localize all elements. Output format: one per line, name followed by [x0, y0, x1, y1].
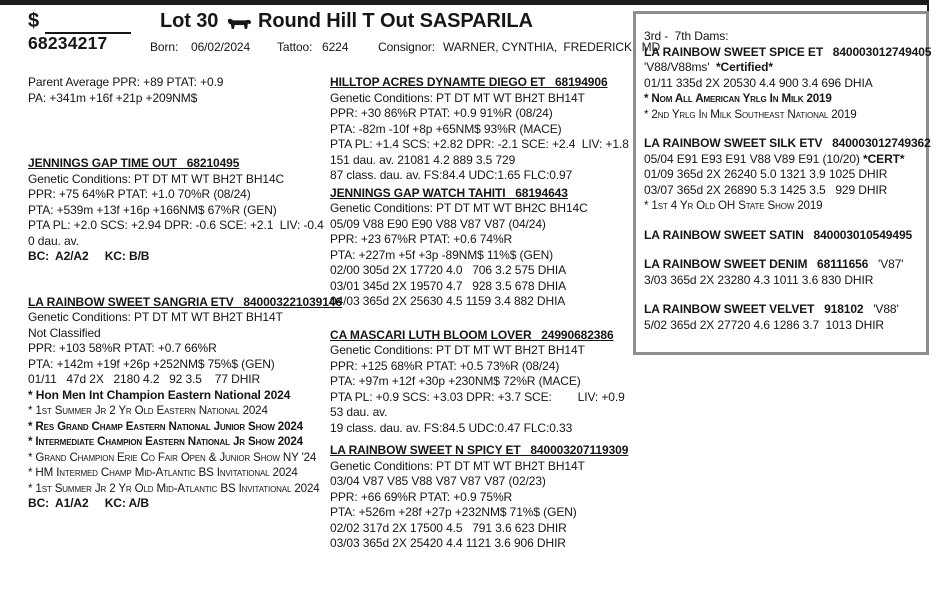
pedigree-line: PTA: +142m +19f +26p +252NM$ 75%$ (GEN)	[28, 356, 275, 371]
pedigree-line: PTA: -82m -10f +8p +65NM$ 93%R (MACE)	[330, 121, 562, 136]
born-label: Born:	[150, 40, 179, 54]
animal-name-header	[644, 257, 920, 273]
animal-name-and-reg: LA RAINBOW SWEET SILK ETV 840003012749362	[644, 136, 931, 150]
pedigree-line: PTA: +526m +28f +27p +232NM$ 71%$ (GEN)	[330, 505, 577, 519]
pedigree-line: PTA: +539m +13f +16p +166NM$ 67%R (GEN)	[28, 202, 277, 217]
pedigree-line: 01/11 47d 2X 2180 4.2 92 3.5 77 DHIR	[28, 372, 261, 386]
pedigree-line: 01/09 365d 2X 26240 5.0 1321 3.9 1025 DHIR	[644, 167, 888, 181]
pedigree-line: PPR: +30 86%R PTAT: +0.9 91%R (08/24)	[330, 106, 553, 120]
animal-name-header	[330, 186, 632, 202]
pedigree-line: * 2nd Yrlg In Milk Southeast National 2019	[644, 107, 857, 121]
pedigree-block	[330, 186, 632, 310]
animal-name-header	[644, 44, 932, 61]
animal-name-header	[644, 136, 931, 152]
pedigree-line: PPR: +75 64%R PTAT: +1.0 70%R (08/24)	[28, 187, 251, 201]
pedigree-line: * HM Intermed Champ Mid-Atlantic BS Invitational 2024	[28, 466, 298, 479]
pedigree-line: Parent Average PPR: +89 PTAT: +0.9	[28, 75, 224, 89]
pedigree-line: * Hon Men Int Champion Eastern National 2024	[28, 387, 291, 402]
animal-name-and-reg: LA RAINBOW SWEET SATIN 840003010549495	[644, 227, 913, 242]
pedigree-line: Genetic Conditions: PT DT MT WT BH2T BH14T	[28, 310, 283, 324]
pedigree-line: * Res Grand Champ Eastern National Junior Show 2024	[28, 419, 303, 433]
pedigree-line: Genetic Conditions: PT DT MT WT BH2T BH14T	[330, 458, 585, 473]
pedigree-line: 02/02 317d 2X 17500 4.5 791 3.6 623 DHIR	[330, 520, 567, 535]
pedigree-line: 19 class. dau. av. FS:84.5 UDC:0.47 FLC:0.33	[330, 420, 573, 435]
pedigree-line: PA: +341m +16f +21p +209NM$	[28, 90, 198, 105]
tattoo-number: 6224	[322, 40, 349, 54]
pedigree-line: * 1st Summer Jr 2 Yr Old Eastern National 2024	[28, 404, 268, 417]
pedigree-line: 3/03 365d 2X 23280 4.3 1011 3.6 830 DHIR	[644, 272, 874, 287]
pedigree-line: * Grand Champion Erie Co Fair Open & Junior Show NY '24	[28, 450, 317, 464]
animal-name-and-reg: HILLTOP ACRES DYNAMTE DIEGO ET 68194906	[330, 75, 608, 89]
pedigree-line: 53 dau. av.	[330, 405, 388, 419]
line-segment: *CERT*	[863, 151, 905, 166]
pedigree-line: 5/02 365d 2X 27720 4.6 1286 3.7 1013 DHIR	[644, 317, 884, 332]
animal-name-header	[28, 156, 330, 172]
born-date: 06/02/2024	[191, 40, 251, 54]
pedigree-line: * 1st 4 Yr Old OH State Show 2019	[644, 199, 823, 212]
pedigree-block	[330, 328, 632, 437]
animal-name-header	[644, 228, 920, 244]
animal-name-header	[330, 443, 632, 459]
animal-name-and-reg: JENNINGS GAP TIME OUT 68210495	[28, 156, 240, 170]
pedigree-line: PTA PL: +2.0 SCS: +2.94 DPR: -0.6 SCE: +2.1 LIV: -0.4	[28, 218, 324, 232]
pedigree-line: BC: A1/A2 KC: A/B	[28, 496, 149, 510]
pedigree-line: Genetic Conditions: PT DT MT WT BH2T BH14T	[330, 343, 585, 357]
classification-score: 'V87'	[868, 257, 904, 271]
line-segment: 05/04 E91 E93 E91 V88 V89 E91 (10/20)	[644, 151, 864, 166]
animal-name-header	[644, 302, 920, 318]
animal-name-and-reg: LA RAINBOW SWEET SPICE ET 840003012749405	[644, 44, 932, 59]
tattoo-label: Tattoo:	[277, 40, 313, 54]
dams-box-blocks	[644, 44, 932, 334]
pedigree-line: 03/01 345d 2X 19570 4.7 928 3.5 678 DHIA	[330, 278, 566, 293]
line-segment: 'V88/V88ms'	[644, 60, 716, 74]
middle-pedigree-column	[330, 75, 632, 552]
pedigree-line: PPR: +103 58%R PTAT: +0.7 66%R	[28, 341, 217, 355]
animal-name-and-reg: LA RAINBOW SWEET SANGRIA ETV 840003221039146	[28, 294, 342, 309]
pedigree-block	[644, 136, 931, 214]
pedigree-block	[644, 44, 932, 123]
pedigree-line: * Nom All American Yrlg In Milk 2019	[644, 92, 832, 105]
cow-icon	[225, 15, 253, 32]
dams-box-title: 3rd - 7th Dams:	[644, 29, 729, 43]
pedigree-line: Genetic Conditions: PT DT MT WT BH2C BH14C	[330, 201, 588, 215]
pedigree-line: 03/03 365d 2X 25420 4.4 1121 3.6 906 DHIR	[330, 536, 566, 550]
pedigree-line: 0 dau. av.	[28, 233, 79, 248]
classification-score: 'V88'	[863, 302, 899, 316]
pedigree-block	[330, 443, 632, 552]
pedigree-line: 01/11 335d 2X 20530 4.4 900 3.4 696 DHIA	[644, 75, 873, 90]
pedigree-line: Not Classified	[28, 325, 101, 340]
pedigree-line: 87 class. dau. av. FS:84.4 UDC:1.65 FLC:0.97	[330, 168, 573, 182]
pedigree-line: 05/09 V88 E90 E90 V88 V87 V87 (04/24)	[330, 216, 546, 231]
animal-name-and-reg: CA MASCARI LUTH BLOOM LOVER 24990682386	[330, 327, 614, 342]
pedigree-line: 03/07 365d 2X 26890 5.3 1425 3.5 929 DHIR	[644, 182, 888, 197]
extended-dams-box	[633, 11, 932, 355]
animal-name-header	[330, 75, 632, 91]
pedigree-line: 02/00 305d 2X 17720 4.0 706 3.2 575 DHIA	[330, 263, 566, 277]
pedigree-block	[644, 302, 920, 333]
animal-name-and-reg: LA RAINBOW SWEET N SPICY ET 840003207119309	[330, 443, 629, 457]
pedigree-line: Genetic Conditions: PT DT MT WT BH2T BH14C	[28, 171, 285, 186]
pedigree-line: PTA PL: +1.4 SCS: +2.82 DPR: -2.1 SCE: +2.4 LIV: +1.8	[330, 137, 629, 151]
lot-number: Lot 30	[160, 10, 219, 32]
pedigree-line: PTA PL: +0.9 SCS: +3.03 DPR: +3.7 SCE: LIV: +0.9	[330, 389, 625, 404]
pedigree-line: Genetic Conditions: PT DT MT WT BH2T BH14T	[330, 90, 585, 105]
animal-name-and-reg: LA RAINBOW SWEET VELVET 918102	[644, 302, 864, 316]
pedigree-block	[28, 75, 330, 106]
pedigree-line: PPR: +66 69%R PTAT: +0.9 75%R	[330, 489, 513, 504]
pedigree-block	[644, 228, 920, 244]
pedigree-line: BC: A2/A2 KC: B/B	[28, 249, 150, 263]
pedigree-line: PPR: +23 67%R PTAT: +0.6 74%R	[330, 232, 513, 246]
consignor-name: WARNER, CYNTHIA, FREDERICK, MD	[443, 40, 661, 54]
price-dollar-label: $	[28, 10, 40, 32]
pedigree-line: * 1st Summer Jr 2 Yr Old Mid-Atlantic BS Invitational 2024	[28, 481, 320, 495]
pedigree-line: PTA: +227m +5f +3p -89NM$ 11%$ (GEN)	[330, 247, 554, 262]
pedigree-line: PPR: +125 68%R PTAT: +0.5 73%R (08/24)	[330, 358, 560, 373]
animal-name-header	[28, 294, 342, 311]
pedigree-block	[28, 294, 342, 512]
animal-name-and-reg: LA RAINBOW SWEET DENIM 68111656	[644, 257, 869, 271]
pedigree-line	[644, 152, 920, 168]
pedigree-line: 03/04 V87 V85 V88 V87 V87 V87 (02/23)	[330, 474, 546, 488]
animal-title: Round Hill T Out SASPARILA	[258, 10, 533, 32]
consignor-label: Consignor:	[378, 40, 436, 54]
pedigree-block	[330, 75, 632, 184]
pedigree-block	[28, 156, 330, 265]
top-rule	[0, 0, 929, 5]
pedigree-line: 151 dau. av. 21081 4.2 889 3.5 729	[330, 152, 516, 167]
pedigree-line: * Intermediate Champion Eastern National Jr Show 2024	[28, 435, 303, 448]
left-pedigree-column	[28, 75, 342, 512]
pedigree-block	[644, 257, 920, 288]
animal-name-and-reg: JENNINGS GAP WATCH TAHITI 68194643	[330, 185, 568, 200]
price-blank-line	[45, 11, 131, 34]
pedigree-line: PTA: +97m +12f +30p +230NM$ 72%R (MACE)	[330, 374, 581, 388]
line-segment: *Certified*	[715, 60, 773, 74]
pedigree-line	[644, 60, 920, 76]
registration-number: 68234217	[28, 33, 108, 53]
animal-name-header	[330, 328, 632, 344]
pedigree-line: 04/03 365d 2X 25630 4.5 1159 3.4 882 DHIA	[330, 294, 566, 308]
